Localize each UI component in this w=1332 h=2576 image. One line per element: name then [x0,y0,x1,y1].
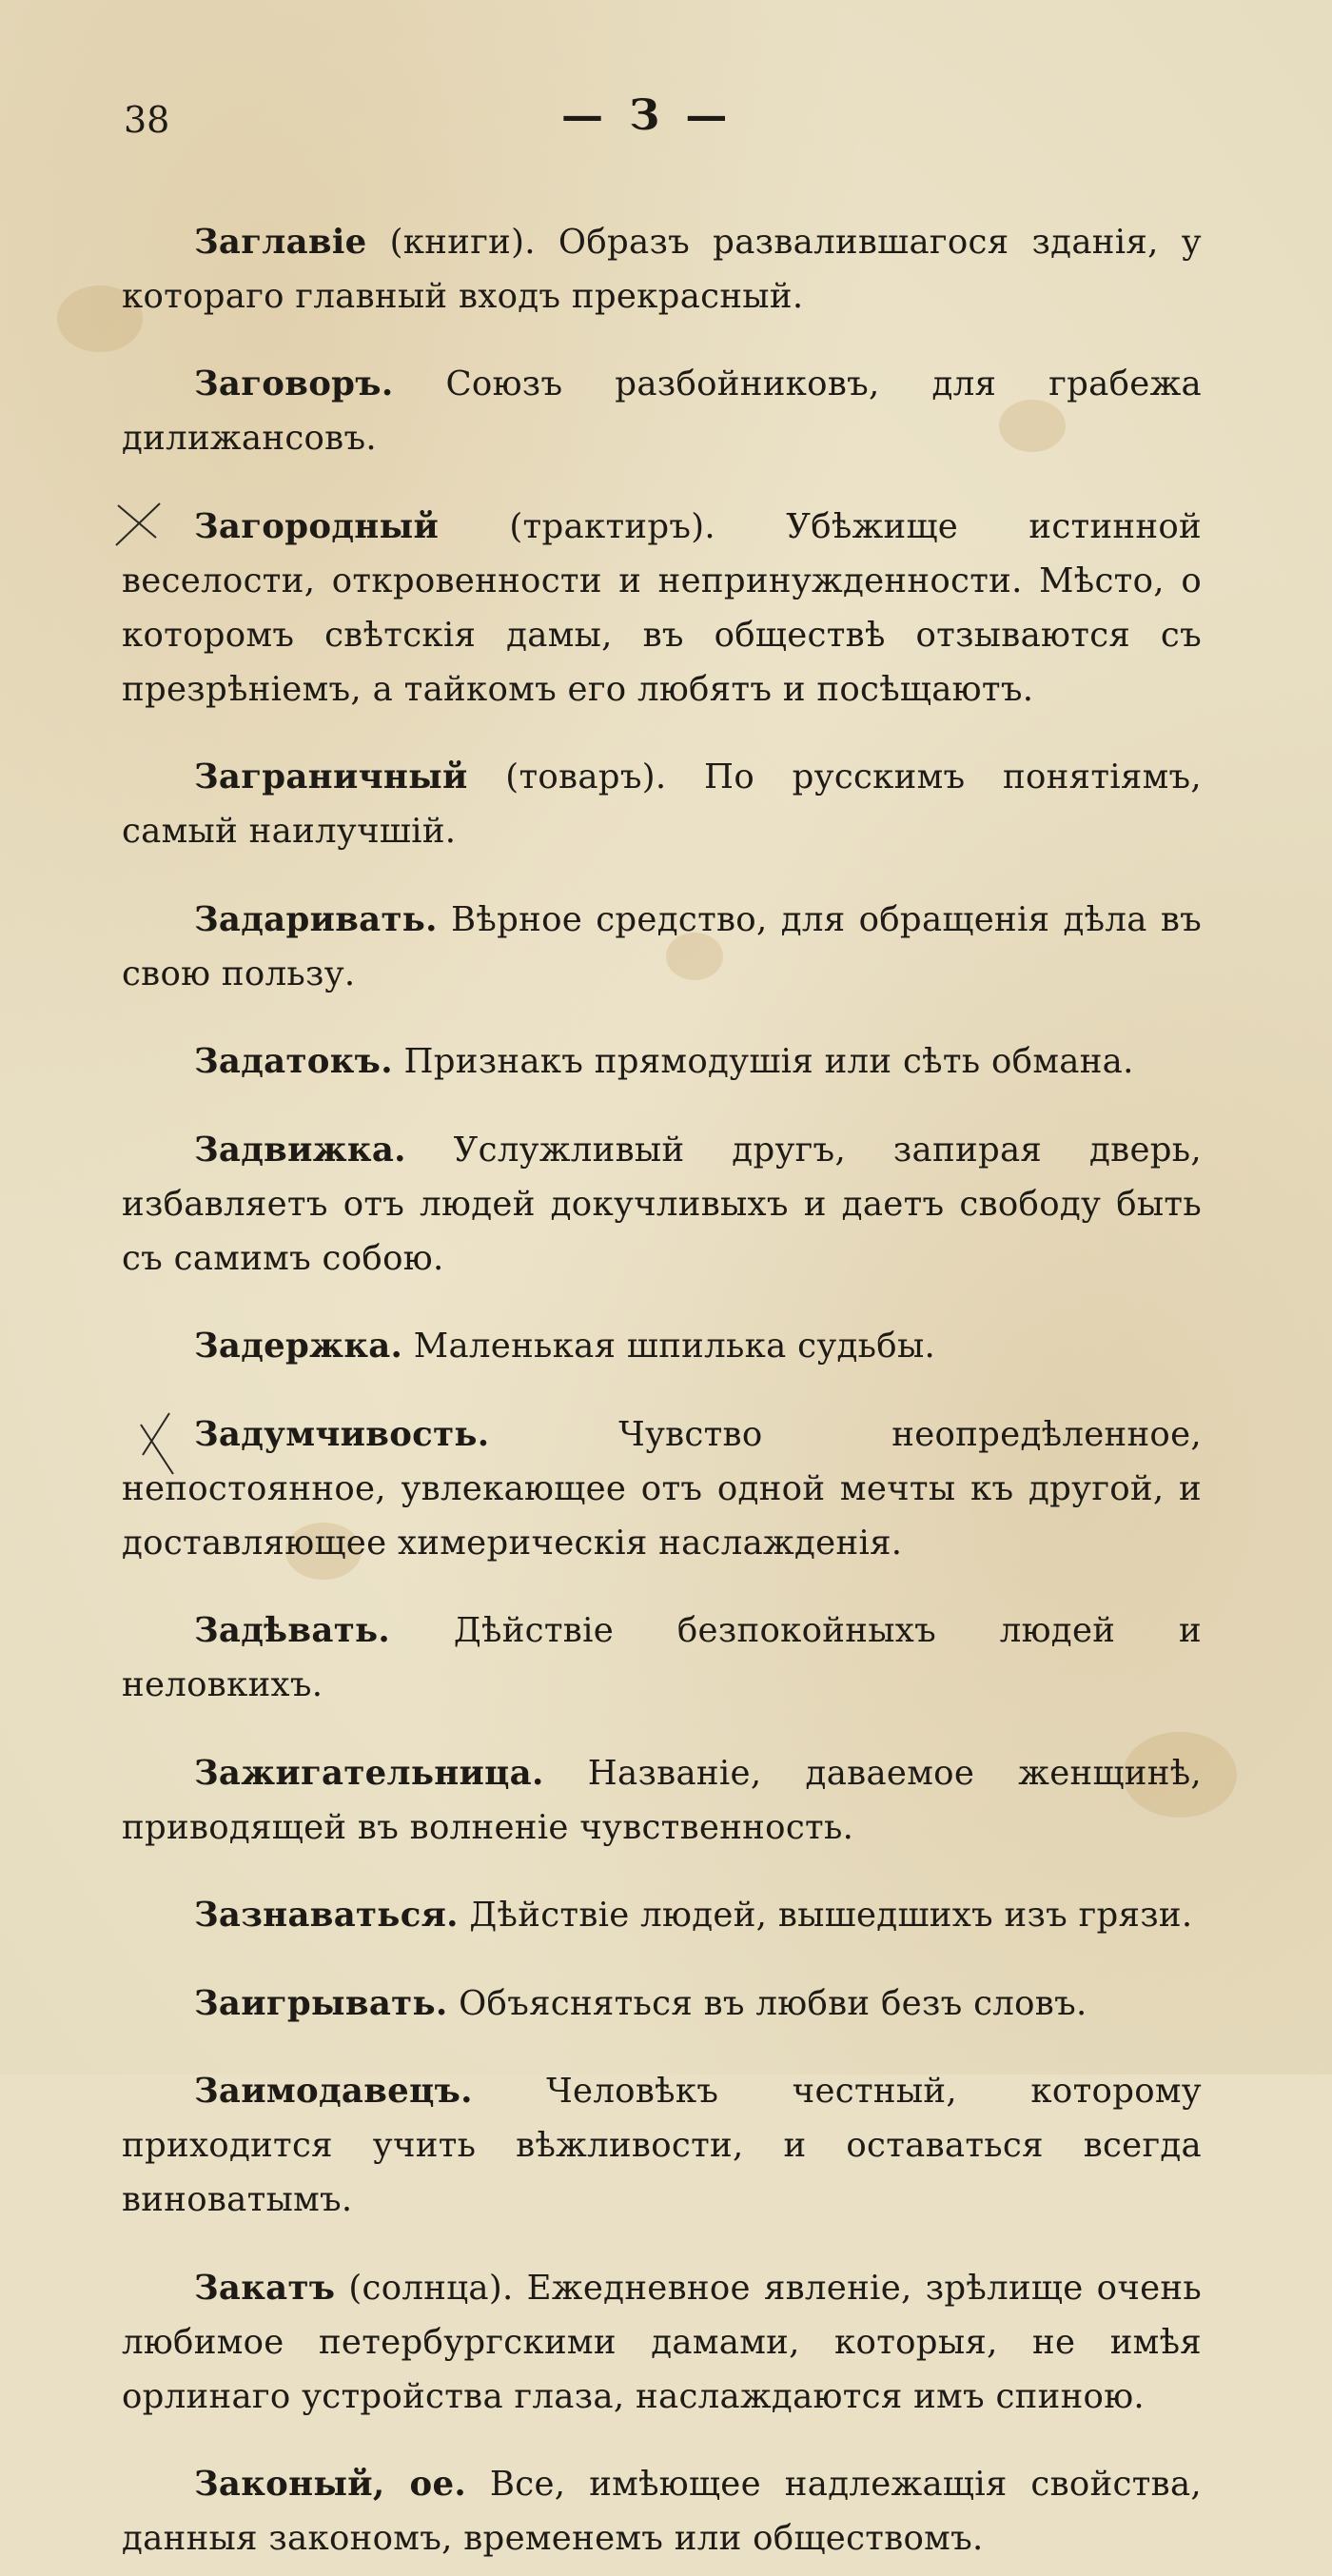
dictionary-entry [122,2457,1202,2566]
dictionary-entry [122,1888,1202,1942]
entry-term: Заговоръ. [194,364,394,403]
entry-term: Задаривать. [194,899,438,939]
entry-term: Зазнаваться. [194,1896,459,1935]
entry-term: Заглавіе [194,222,367,262]
entry-gloss: Названіе, даваемое женщинѣ, приводящей въ волненіе чувственность. [122,1753,1202,1847]
page-number: 38 [124,99,170,141]
dictionary-entry [122,893,1202,1001]
entry-term: Заграничный [194,757,468,796]
entry-term: Задѣвать. [194,1611,391,1650]
entry-gloss: Все, имѣющее надлежащія свойства, данныя закономъ, временемъ или обществомъ. [122,2465,1202,2558]
dictionary-entry [122,1034,1202,1089]
dictionary-entry [122,215,1202,324]
entry-gloss: (солнца). Ежедневное явленіе, зрѣлище очень любимое петербургскими дамами, которыя, не имѣя орлинаго устройства глаза, наслаждаются имъ спиною. [122,2268,1202,2416]
entry-term: Заимодавецъ. [194,2072,473,2111]
entry-term: Загородный [194,506,440,546]
dictionary-entry [122,1603,1202,1712]
entry-gloss: (трактиръ). Убѣжище истинной веселости, откровенности и непринужденности. Мѣсто, о которомъ свѣтскія дамы, въ обществѣ отзываются съ презрѣніемъ, а тайкомъ его любятъ и посѣщаютъ. [122,506,1202,709]
dictionary-entry [122,750,1202,858]
entry-gloss: Услужливый другъ, запирая дверь, избавляетъ отъ людей докучливыхъ и даетъ свободу быть съ самимъ собою. [122,1130,1202,1278]
entry-term: Законый, ое. [194,2465,467,2504]
entry-gloss: Объясняться въ любви безъ словъ. [447,1983,1087,2023]
entry-term: Зажигательница. [194,1753,544,1793]
dictionary-entry [122,2064,1202,2227]
entry-gloss: (товаръ). По русскимъ понятіямъ, самый наилучшій. [122,757,1202,851]
dictionary-entry [122,1407,1202,1570]
entry-gloss: Дѣйствіе людей, вышедшихъ изъ грязи. [458,1896,1193,1935]
entry-gloss: Признакъ прямодушія или сѣть обмана. [392,1042,1134,1081]
entry-gloss: Вѣрное средство, для обращенія дѣла въ свою пользу. [122,899,1202,993]
dictionary-entry [122,1746,1202,1855]
dictionary-entry [122,1123,1202,1286]
entry-term: Задатокъ. [194,1042,393,1081]
entry-gloss: (книги). Образъ развалившагося зданія, у котораго главный входъ прекрасный. [122,222,1202,316]
section-letter: — З — [561,91,734,140]
entry-gloss: Человѣкъ честный, которому приходится учить вѣжливости, и оставаться всегда виноватымъ. [122,2072,1202,2219]
page-header [0,91,1332,148]
pencil-cross-mark-icon [131,1407,179,1484]
entry-term: Закатъ [194,2268,336,2308]
entry-term: Задержка. [194,1327,403,1366]
entry-gloss: Маленькая шпилька судьбы. [402,1327,936,1366]
dictionary-entry [122,500,1202,717]
entry-gloss: Союзъ разбойниковъ, для грабежа дилижансовъ. [122,364,1202,458]
dictionary-entry [122,1976,1202,2031]
dictionary-entry [122,2261,1202,2424]
entry-term: Задумчивость. [194,1414,490,1454]
entry-gloss: Дѣйствіе безпокойныхъ людей и неловкихъ. [122,1611,1202,1704]
pencil-cross-mark-icon [110,496,167,553]
dictionary-entry [122,1319,1202,1373]
entry-gloss: Чувство неопредѣленное, непостоянное, увлекающее отъ одной мечты къ другой, и доставляющее химерическія наслажденія. [122,1414,1202,1563]
dictionary-entries [122,181,1202,2576]
entry-term: Задвижка. [194,1130,406,1170]
dictionary-entry [122,357,1202,465]
entry-term: Заигрывать. [194,1983,448,2023]
